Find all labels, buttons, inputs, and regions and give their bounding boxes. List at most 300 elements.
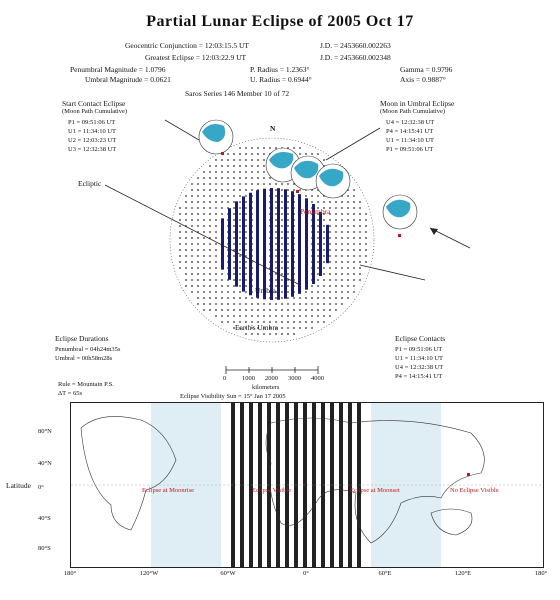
duration-row: Penumbral = 04h24m35s — [55, 346, 121, 353]
penumbra-dot — [305, 321, 307, 323]
penumbra-dot — [347, 195, 349, 197]
penumbra-dot — [245, 147, 247, 149]
penumbra-dot — [251, 309, 253, 311]
last-contact-subtitle: (Moon Path Cumulative) — [380, 108, 445, 115]
penumbra-label: Penumbra — [300, 207, 331, 216]
penumbra-dot — [347, 207, 349, 209]
penumbra-dot — [281, 183, 283, 185]
penumbra-dot — [197, 195, 199, 197]
penumbra-dot — [185, 243, 187, 245]
penumbra-dot — [329, 297, 331, 299]
contacts-title: Eclipse Contacts — [395, 334, 446, 343]
penumbra-dot — [335, 309, 337, 311]
scale-tick-label: 0 — [223, 375, 227, 382]
penumbra-dot — [323, 255, 325, 257]
penumbra-dot — [311, 315, 313, 317]
penumbra-dot — [245, 213, 247, 215]
penumbra-dot — [329, 309, 331, 311]
penumbra-dot — [359, 243, 361, 245]
penumbra-dot — [287, 183, 289, 185]
penumbra-dot — [359, 201, 361, 203]
penumbra-dot — [239, 297, 241, 299]
lon-tick: 180° — [63, 570, 77, 577]
penumbra-dot — [203, 225, 205, 227]
penumbra-dot — [251, 177, 253, 179]
penumbra-dot — [347, 279, 349, 281]
umbra-hatch-line — [263, 189, 266, 300]
penumbra-dot — [203, 201, 205, 203]
penumbra-dot — [191, 231, 193, 233]
penumbra-dot — [185, 273, 187, 275]
penumbra-dot — [239, 165, 241, 167]
penumbra-dot — [245, 153, 247, 155]
penumbra-dot — [191, 225, 193, 227]
penumbra-dot — [227, 201, 229, 203]
penumbra-dot — [245, 285, 247, 287]
penumbra-dot — [281, 225, 283, 227]
penumbra-dot — [209, 309, 211, 311]
penumbra-dot — [227, 291, 229, 293]
penumbra-dot — [305, 315, 307, 317]
penumbra-dot — [239, 159, 241, 161]
penumbra-dot — [209, 243, 211, 245]
penumbra-dot — [347, 219, 349, 221]
penumbra-dot — [287, 303, 289, 305]
penumbra-dot — [281, 255, 283, 257]
penumbra-dot — [197, 273, 199, 275]
penumbra-dot — [185, 255, 187, 257]
moonset-zone — [371, 403, 441, 567]
penumbra-dot — [257, 153, 259, 155]
penumbra-dot — [257, 177, 259, 179]
penumbra-dot — [209, 303, 211, 305]
penumbra-dot — [215, 207, 217, 209]
penumbra-dot — [335, 279, 337, 281]
penumbra-dot — [251, 171, 253, 173]
penumbra-dot — [233, 153, 235, 155]
penumbra-dot — [245, 333, 247, 335]
penumbra-dot — [215, 249, 217, 251]
penumbra-dot — [185, 219, 187, 221]
penumbra-dot — [233, 225, 235, 227]
penumbra-dot — [335, 237, 337, 239]
penumbra-dot — [287, 255, 289, 257]
penumbra-dot — [329, 285, 331, 287]
penumbra-dot — [203, 207, 205, 209]
penumbra-dot — [233, 189, 235, 191]
penumbra-dot — [335, 207, 337, 209]
penumbra-dot — [251, 333, 253, 335]
penumbra-dot — [281, 213, 283, 215]
penumbra-dot — [323, 291, 325, 293]
penumbra-dot — [275, 255, 277, 257]
penumbra-dot — [335, 249, 337, 251]
penumbra-dot — [281, 309, 283, 311]
penumbra-dot — [209, 249, 211, 251]
penumbra-dot — [209, 183, 211, 185]
gamma-value: Gamma = 0.9796 — [400, 65, 453, 74]
first-contact-row: P1 = 09:51:06 UT — [68, 119, 116, 126]
penumbra-dot — [209, 225, 211, 227]
penumbra-dot — [227, 321, 229, 323]
penumbra-dot — [179, 219, 181, 221]
penumbra-dot — [317, 195, 319, 197]
penumbra-dot — [239, 315, 241, 317]
penumbra-dot — [311, 297, 313, 299]
penumbra-dot — [203, 297, 205, 299]
penumbra-dot — [293, 189, 295, 191]
penumbra-dot — [215, 213, 217, 215]
umbra-hatch-line — [326, 225, 329, 263]
penumbra-dot — [209, 267, 211, 269]
penumbra-dot — [203, 255, 205, 257]
penumbra-dot — [341, 231, 343, 233]
penumbra-dot — [293, 327, 295, 329]
penumbra-dot — [353, 243, 355, 245]
penumbra-dot — [287, 195, 289, 197]
moon-u4 — [316, 164, 350, 198]
penumbra-dot — [365, 225, 367, 227]
penumbra-dot — [215, 309, 217, 311]
penumbra-dot — [191, 249, 193, 251]
penumbra-dot — [233, 219, 235, 221]
penumbra-dot — [335, 243, 337, 245]
penumbra-dot — [179, 213, 181, 215]
penumbra-dot — [293, 147, 295, 149]
penumbra-dot — [257, 303, 259, 305]
penumbra-dot — [191, 243, 193, 245]
penumbra-dot — [359, 225, 361, 227]
penumbra-dot — [233, 279, 235, 281]
penumbra-dot — [269, 147, 271, 149]
map-label-moonset: Eclipse at Moonset — [350, 487, 400, 494]
penumbra-dot — [257, 333, 259, 335]
penumbra-dot — [203, 213, 205, 215]
penumbra-dot — [269, 309, 271, 311]
penumbra-dot — [347, 291, 349, 293]
penumbra-dot — [281, 249, 283, 251]
penumbra-dot — [281, 297, 283, 299]
penumbra-dot — [359, 261, 361, 263]
saros-text: Saros Series 146 Member 10 of 72 — [185, 89, 290, 98]
penumbra-dot — [227, 189, 229, 191]
penumbra-dot — [341, 291, 343, 293]
penumbra-dot — [335, 267, 337, 269]
penumbra-dot — [263, 183, 265, 185]
penumbra-dot — [197, 219, 199, 221]
penumbra-dot — [365, 261, 367, 263]
scale-tick-label: 2000 — [265, 375, 278, 382]
penumbra-dot — [305, 327, 307, 329]
penumbra-dot — [323, 243, 325, 245]
penumbra-dot — [287, 327, 289, 329]
penumbra-dot — [359, 237, 361, 239]
penumbra-dot — [347, 237, 349, 239]
penumbra-dot — [347, 273, 349, 275]
visibility-map — [70, 402, 544, 568]
penumbra-dot — [347, 267, 349, 269]
penumbra-dot — [251, 303, 253, 305]
penumbra-dot — [323, 225, 325, 227]
penumbra-dot — [281, 315, 283, 317]
penumbra-dot — [359, 279, 361, 281]
penumbra-dot — [203, 237, 205, 239]
penumbra-dot — [239, 213, 241, 215]
last-contact-row: P4 = 14:15:41 UT — [386, 128, 434, 135]
penumbra-dot — [227, 315, 229, 317]
penumbra-dot — [215, 177, 217, 179]
penumbra-dot — [215, 261, 217, 263]
penumbra-dot — [317, 219, 319, 221]
penumbra-dot — [185, 237, 187, 239]
umbra-hatch-line — [312, 204, 315, 284]
penumbra-dot — [191, 285, 193, 287]
penumbra-dot — [269, 333, 271, 335]
penumbra-dot — [353, 273, 355, 275]
lat-tick: 0° — [38, 484, 44, 491]
penumbra-dot — [215, 315, 217, 317]
penumbra-dot — [227, 153, 229, 155]
penumbra-dot — [227, 177, 229, 179]
umbra-radius: U. Radius = 0.6944° — [250, 75, 312, 84]
penumbra-dot — [185, 201, 187, 203]
penumbra-dot — [209, 195, 211, 197]
penumbra-dot — [197, 213, 199, 215]
umbral-magnitude: Umbral Magnitude = 0.0621 — [85, 75, 171, 84]
penumbra-dot — [209, 273, 211, 275]
penumbra-dot — [185, 231, 187, 233]
penumbra-dot — [191, 261, 193, 263]
penumbra-dot — [239, 153, 241, 155]
north-label: N — [270, 124, 276, 133]
penumbra-dot — [311, 201, 313, 203]
penumbra-dot — [233, 255, 235, 257]
penumbra-dot — [221, 189, 223, 191]
penumbra-dot — [347, 231, 349, 233]
penumbra-dot — [179, 207, 181, 209]
penumbra-dot — [209, 297, 211, 299]
penumbra-dot — [215, 171, 217, 173]
penumbra-dot — [251, 153, 253, 155]
penumbra-dot — [245, 177, 247, 179]
penumbra-dot — [215, 195, 217, 197]
penumbra-dot — [203, 195, 205, 197]
penumbra-dot — [353, 285, 355, 287]
penumbra-dot — [281, 267, 283, 269]
penumbra-dot — [203, 183, 205, 185]
penumbra-dot — [359, 249, 361, 251]
penumbra-dot — [263, 147, 265, 149]
earths-umbra-label: Earth's Umbra — [235, 323, 279, 332]
penumbra-dot — [323, 237, 325, 239]
penumbra-dot — [305, 297, 307, 299]
penumbra-dot — [287, 321, 289, 323]
penumbra-dot — [293, 303, 295, 305]
penumbra-dot — [191, 291, 193, 293]
penumbra-dot — [191, 237, 193, 239]
penumbra-dot — [197, 189, 199, 191]
penumbra-dot — [209, 255, 211, 257]
first-contact-row: U1 = 11:34:10 UT — [68, 128, 117, 135]
penumbra-dot — [251, 297, 253, 299]
penumbra-dot — [239, 177, 241, 179]
penumbra-dot — [335, 273, 337, 275]
penumbra-dot — [281, 231, 283, 233]
penumbra-dot — [215, 165, 217, 167]
penumbra-dot — [299, 309, 301, 311]
penumbra-dot — [359, 255, 361, 257]
lon-tick: 60°E — [378, 570, 392, 577]
penumbra-dot — [281, 195, 283, 197]
penumbra-dot — [239, 207, 241, 209]
penumbra-dot — [239, 189, 241, 191]
penumbra-dot — [215, 183, 217, 185]
penumbra-dot — [239, 147, 241, 149]
penumbra-dot — [269, 177, 271, 179]
penumbra-dot — [335, 291, 337, 293]
penumbra-dot — [257, 147, 259, 149]
penumbra-dot — [353, 291, 355, 293]
penumbra-dot — [293, 333, 295, 335]
moon-p4 — [383, 195, 417, 229]
penumbra-dot — [287, 231, 289, 233]
penumbra-dot — [209, 177, 211, 179]
penumbra-dot — [353, 255, 355, 257]
first-contact-title: Start Contact Eclipse — [62, 99, 126, 108]
penumbra-dot — [329, 303, 331, 305]
penumbra-dot — [275, 279, 277, 281]
penumbra-dot — [275, 189, 277, 191]
penumbra-dot — [311, 327, 313, 329]
penumbra-dot — [221, 183, 223, 185]
penumbra-dot — [281, 243, 283, 245]
penumbra-dot — [347, 255, 349, 257]
penumbra-dot — [191, 207, 193, 209]
penumbra-dot — [263, 303, 265, 305]
penumbra-dot — [281, 201, 283, 203]
penumbra-dot — [197, 291, 199, 293]
penumbra-dot — [245, 315, 247, 317]
penumbra-dot — [341, 261, 343, 263]
penumbra-dot — [233, 183, 235, 185]
umbra-hatch-line — [284, 189, 287, 298]
penumbra-dot — [287, 267, 289, 269]
penumbra-dot — [275, 207, 277, 209]
marker — [398, 234, 401, 237]
first-contact-row: U2 = 12:03:23 UT — [68, 137, 117, 144]
penumbra-dot — [215, 291, 217, 293]
penumbra-dot — [239, 183, 241, 185]
penumbra-dot — [221, 285, 223, 287]
penumbra-dot — [263, 159, 265, 161]
penumbra-dot — [359, 219, 361, 221]
penumbra-dot — [179, 231, 181, 233]
penumbra-dot — [317, 237, 319, 239]
umbra-pointer — [360, 265, 425, 280]
moonrise-zone — [151, 403, 221, 567]
penumbra-dot — [341, 201, 343, 203]
penumbra-dot — [287, 333, 289, 335]
penumbra-dot — [305, 153, 307, 155]
penumbra-dot — [239, 195, 241, 197]
penumbra-dot — [209, 165, 211, 167]
greatest-eclipse-jd: J.D. = 2453660.002348 — [320, 53, 391, 62]
penumbra-dot — [275, 231, 277, 233]
penumbra-dot — [221, 291, 223, 293]
penumbra-dot — [287, 291, 289, 293]
penumbra-dot — [221, 279, 223, 281]
penumbra-dot — [215, 243, 217, 245]
penumbra-dot — [203, 273, 205, 275]
penumbra-dot — [245, 201, 247, 203]
penumbra-dot — [317, 309, 319, 311]
penumbra-dot — [209, 231, 211, 233]
penumbra-dot — [215, 279, 217, 281]
penumbra-dot — [215, 285, 217, 287]
penumbra-dot — [197, 261, 199, 263]
penumbra-dot — [329, 315, 331, 317]
penumbra-dot — [311, 153, 313, 155]
penumbra-dot — [233, 261, 235, 263]
penumbra-dot — [335, 201, 337, 203]
penumbra-dot — [239, 237, 241, 239]
penumbra-dot — [341, 249, 343, 251]
penumbra-dot — [275, 183, 277, 185]
penumbra-dot — [281, 291, 283, 293]
penumbra-dot — [251, 147, 253, 149]
penumbra-dot — [329, 219, 331, 221]
penumbra-dot — [203, 279, 205, 281]
last-contact-row: U4 = 12:32:38 UT — [386, 119, 435, 126]
penumbra-dot — [329, 225, 331, 227]
penumbra-dot — [245, 165, 247, 167]
penumbra-dot — [299, 147, 301, 149]
penumbra-dot — [281, 321, 283, 323]
umbra-hatch-line — [270, 188, 273, 300]
penumbra-dot — [245, 231, 247, 233]
penumbra-dot — [197, 267, 199, 269]
penumbra-dot — [317, 225, 319, 227]
penumbra-dot — [317, 243, 319, 245]
penumbra-dot — [209, 213, 211, 215]
penumbra-dot — [353, 231, 355, 233]
penumbra-dot — [227, 183, 229, 185]
ephemeris-delta-t: ΔT = 65s — [58, 390, 82, 397]
penumbra-dot — [215, 225, 217, 227]
penumbra-dot — [191, 213, 193, 215]
lon-tick: 0° — [303, 570, 309, 577]
penumbra-dot — [293, 315, 295, 317]
penumbra-dot — [281, 273, 283, 275]
penumbra-dot — [233, 285, 235, 287]
penumbra-dot — [239, 225, 241, 227]
lon-tick: 120°E — [454, 570, 472, 577]
penumbra-dot — [263, 309, 265, 311]
penumbra-dot — [203, 249, 205, 251]
penumbra-dot — [341, 273, 343, 275]
penumbra-dot — [305, 195, 307, 197]
penumbra-dot — [245, 189, 247, 191]
penumbra-dot — [329, 273, 331, 275]
latitude-label: Latitude — [6, 481, 31, 490]
penumbra-dot — [239, 267, 241, 269]
penumbra-dot — [317, 273, 319, 275]
penumbra-dot — [239, 255, 241, 257]
penumbra-dot — [287, 189, 289, 191]
penumbra-dot — [191, 279, 193, 281]
penumbra-dot — [221, 297, 223, 299]
penumbra-dot — [215, 297, 217, 299]
